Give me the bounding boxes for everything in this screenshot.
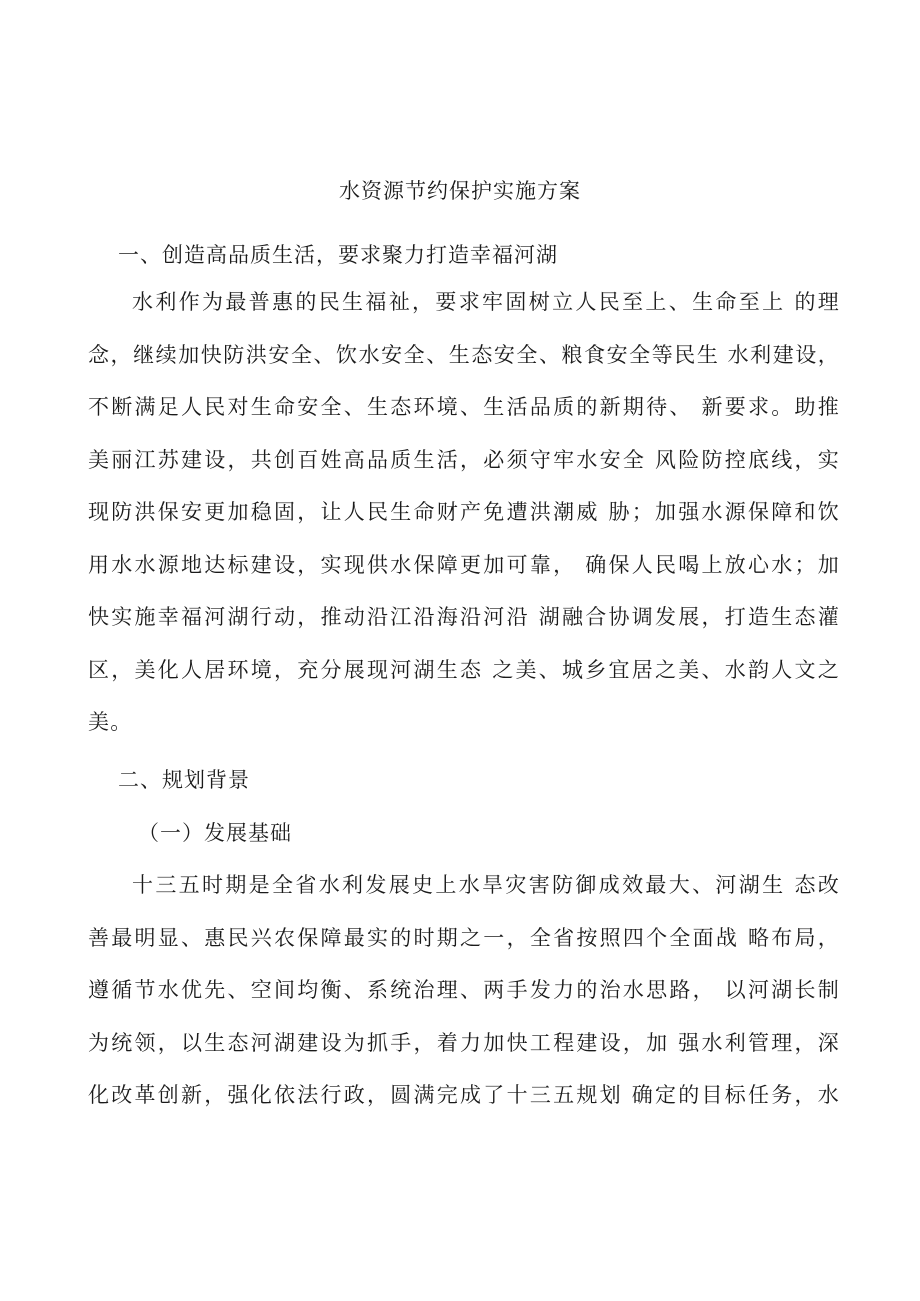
paragraph-line: 美。 — [88, 710, 133, 734]
paragraph-line: 为统领，以生态河湖建设为抓手，着力加快工程建设，加 强水利管理，深 — [88, 1030, 840, 1055]
section-heading-2: 二、规划背景 — [118, 768, 250, 792]
section-1-paragraph — [88, 285, 840, 758]
section-heading-1: 一、创造高品质生活，要求聚力打造幸福河湖 — [118, 243, 558, 267]
paragraph-line: 用水水源地达标建设，实现供水保障更加可靠， 确保人民喝上放心水；加 — [88, 552, 840, 577]
paragraph-line: 水利作为最普惠的民生福祉，要求牢固树立人民至上、生命至上 的理 — [132, 290, 840, 314]
paragraph-line: 念，继续加快防洪安全、饮水安全、生态安全、粮食安全等民生 水利建设， — [88, 342, 840, 367]
paragraph-line: 不断满足人民对生命安全、生态环境、生活品质的新期待、 新要求。助推 — [88, 395, 840, 419]
paragraph-line: 善最明显、惠民兴农保障最实的时期之一，全省按照四个全面战 略布局， — [88, 925, 840, 950]
document-title: 水资源节约保护实施方案 — [339, 179, 581, 203]
paragraph-line: 现防洪保安更加稳固，让人民生命财产免遭洪潮威 胁；加强水源保障和饮 — [88, 500, 840, 524]
subsection-heading: （一）发展基础 — [138, 821, 292, 845]
section-2-paragraph — [88, 868, 840, 1131]
paragraph-line: 美丽江苏建设，共创百姓高品质生活，必须守牢水安全 风险防控底线，实 — [88, 447, 840, 472]
paragraph-line: 十三五时期是全省水利发展史上水旱灾害防御成效最大、河湖生 态改 — [132, 873, 840, 897]
paragraph-line: 区，美化人居环境，充分展现河湖生态 之美、城乡宜居之美、水韵人文之 — [88, 657, 840, 682]
paragraph-line: 化改革创新，强化依法行政，圆满完成了十三五规划 确定的目标任务，水 — [88, 1083, 840, 1107]
paragraph-line: 遵循节水优先、空间均衡、系统治理、两手发力的治水思路， 以河湖长制 — [88, 978, 840, 1002]
paragraph-line: 快实施幸福河湖行动，推动沿江沿海沿河沿 湖融合协调发展，打造生态灌 — [88, 605, 840, 629]
